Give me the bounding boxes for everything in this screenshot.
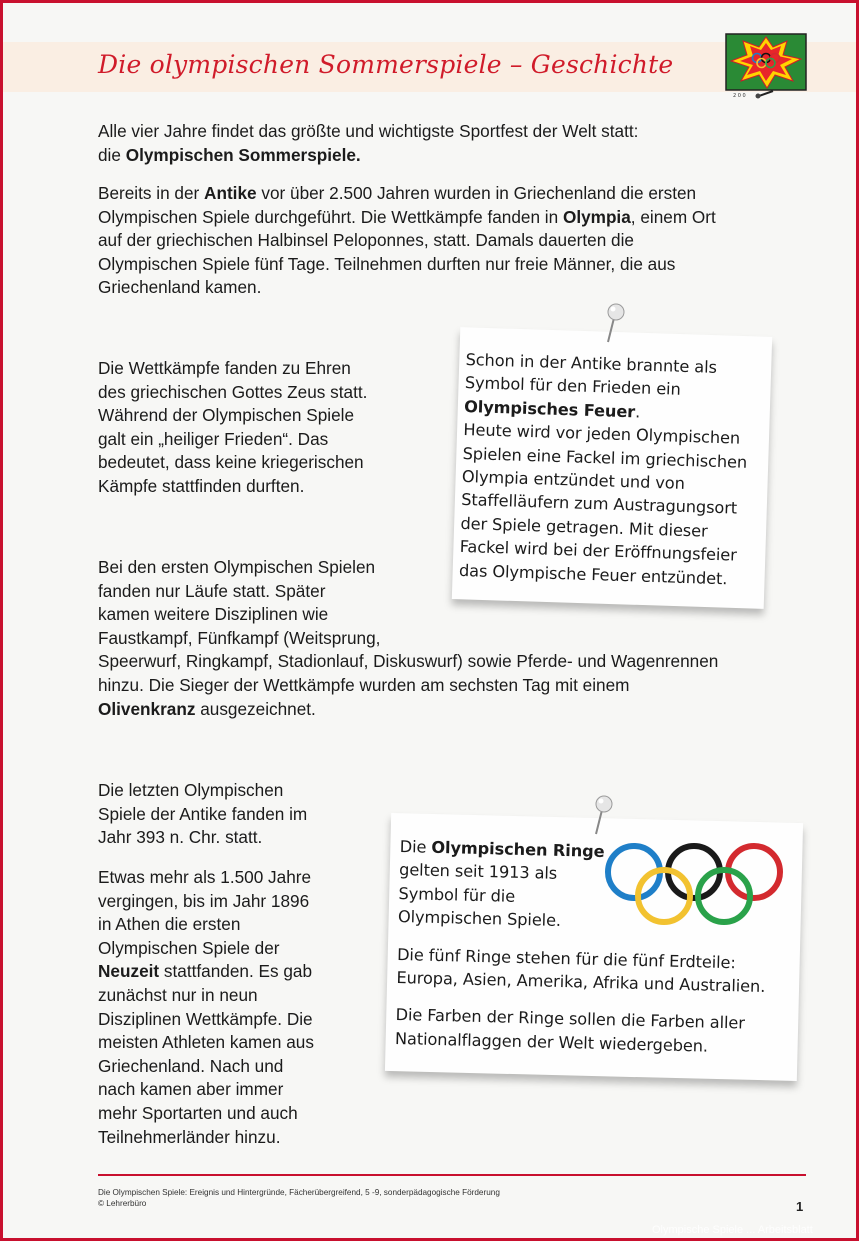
footer-line: Die Olympischen Spiele: Ereignis und Hintergründe, Fächerübergreifend, 5 -9, sonderpädagogische Förderung: [98, 1188, 500, 1197]
text-line: [98, 144, 638, 168]
text-line: Kämpfe stattfinden durften.: [98, 475, 305, 496]
text-line: mehr Sportarten und auch: [98, 1102, 298, 1123]
text-line: Staffelläufern zum Austragungsort: [460, 490, 738, 519]
text-line: Die Wettkämpfe fanden zu Ehren: [98, 358, 351, 378]
olympic-rings-badge-icon: [725, 33, 807, 99]
text-line: Olympischen Spiele.: [397, 907, 562, 931]
text-line: Fackel wird bei der Eröffnungsfeier: [459, 537, 737, 565]
text-line: kamen weitere Disziplinen wie: [98, 604, 329, 625]
bold-term: Olivenkranz: [98, 698, 196, 719]
text-line: Während der Olympischen Spiele: [98, 405, 355, 426]
text-line: Griechenland. Nach und: [98, 1055, 284, 1076]
text-line: [98, 206, 716, 230]
text-line: Europa, Asien, Amerika, Afrika und Australien.: [396, 967, 766, 996]
text-line: des griechischen Gottes Zeus statt.: [98, 381, 368, 402]
text-line: [98, 698, 718, 722]
text-line: Bei den ersten Olympischen Spielen: [98, 557, 376, 577]
text-span: .: [634, 402, 641, 422]
text-line: Speerwurf, Ringkampf, Stadionlauf, Diskuswurf) sowie Pferde- und Wagenrennen: [98, 651, 719, 672]
text-line: vergingen, bis im Jahr 1896: [98, 890, 310, 911]
text-line: Symbol für den Frieden ein: [464, 373, 681, 400]
text-line: nach kamen aber immer: [98, 1079, 284, 1100]
text-line: [98, 960, 314, 984]
text-span: die: [98, 144, 126, 165]
text-line: galt ein „heiliger Frieden“. Das: [98, 428, 329, 449]
bold-term: Olympia: [562, 206, 631, 227]
text-line: gelten seit 1913 als: [398, 860, 558, 884]
footer-line: © Lehrerbüro: [98, 1199, 147, 1208]
note-fire-text: [459, 348, 751, 591]
text-line: zunächst nur in neun: [98, 984, 258, 1005]
text-span: Die: [399, 836, 432, 857]
text-line: Faustkampf, Fünfkampf (Weitsprung,: [98, 627, 381, 648]
text-line: Die letzten Olympischen: [98, 780, 284, 800]
text-line: hinzu. Die Sieger der Wettkämpfe wurden am sechsten Tag mit einem: [98, 674, 630, 695]
bold-term: Neuzeit: [98, 961, 160, 982]
text-line: Disziplinen Wettkämpfe. Die: [98, 1008, 313, 1029]
text-line: Olympischen Spiele fünf Tage. Teilnehmen durften nur freie Männer, die aus: [98, 253, 676, 274]
text-line: Heute wird vor jeden Olympischen: [463, 420, 741, 448]
text-line: Schon in der Antike brannte als: [465, 349, 718, 377]
text-line: in Athen die ersten: [98, 914, 241, 935]
text-line: Olympia entzündet und von: [461, 466, 686, 493]
text-line: der Spiele getragen. Mit dieser: [460, 513, 708, 541]
text-line: meisten Athleten kamen aus: [98, 1032, 314, 1053]
text-line: Jahr 393 n. Chr. statt.: [98, 827, 263, 848]
text-span: stattfanden. Es gab: [159, 961, 313, 982]
watermark: Olympische Spiele ... Arbeitsblatt: [652, 1224, 813, 1236]
text-line: Griechenland kamen.: [98, 277, 262, 298]
text-line: Alle vier Jahre findet das größte und wichtigste Sportfest der Welt statt:: [98, 121, 639, 141]
zeus-paragraph: [98, 357, 367, 499]
footer-credits: [98, 1187, 500, 1209]
bold-term: Olympischen Sommerspiele.: [125, 144, 361, 165]
text-line: [98, 182, 716, 206]
svg-text:2 0 0: 2 0 0: [733, 93, 746, 99]
bold-term: Olympisches Feuer: [463, 396, 636, 422]
text-line: Nationalflaggen der Welt wiedergeben.: [394, 1028, 709, 1056]
olympic-rings-icon: [604, 840, 786, 928]
text-span: vor über 2.500 Jahren wurden in Griechenland die ersten: [256, 183, 697, 203]
pushpin-icon: [600, 302, 630, 344]
page-title: Die olympischen Sommerspiele – Geschichte: [98, 50, 674, 79]
text-line: Die fünf Ringe stehen für die fünf Erdteile:: [396, 944, 736, 972]
text-span: Olympischen Spiele durchgeführt. Die Wettkämpfe fanden in: [98, 206, 563, 227]
text-line: Symbol für die: [398, 883, 516, 906]
text-line: auf der griechischen Halbinsel Peloponnes, statt. Damals dauerten die: [98, 230, 634, 251]
footer-rule: [98, 1174, 806, 1176]
last-games-paragraph: [98, 779, 307, 850]
text-line: Spielen eine Fackel im griechischen: [462, 443, 748, 472]
pushpin-icon: [588, 794, 618, 836]
text-span: Bereits in der: [98, 183, 205, 203]
text-line: Teilnehmerländer hinzu.: [98, 1126, 281, 1147]
text-line: fanden nur Läufe statt. Später: [98, 580, 326, 601]
text-line: Die Farben der Ringe sollen die Farben aller: [395, 1005, 745, 1033]
text-line: Etwas mehr als 1.500 Jahre: [98, 867, 312, 887]
intro-paragraph: [98, 120, 638, 167]
text-line: Spiele der Antike fanden im: [98, 803, 308, 824]
page-number: 1: [796, 1199, 804, 1214]
text-line: Olympischen Spiele der: [98, 937, 280, 958]
bold-term: Olympischen Ringe: [431, 837, 605, 861]
disciplines-paragraph: [98, 556, 718, 721]
text-line: das Olympische Feuer entzündet.: [458, 560, 728, 588]
text-span: , einem Ort: [630, 206, 716, 227]
text-span: ausgezeichnet.: [195, 698, 316, 719]
bold-term: Antike: [204, 183, 257, 203]
neuzeit-paragraph: [98, 866, 314, 1149]
text-line: bedeutet, dass keine kriegerischen: [98, 452, 364, 473]
antike-paragraph: [98, 182, 716, 300]
